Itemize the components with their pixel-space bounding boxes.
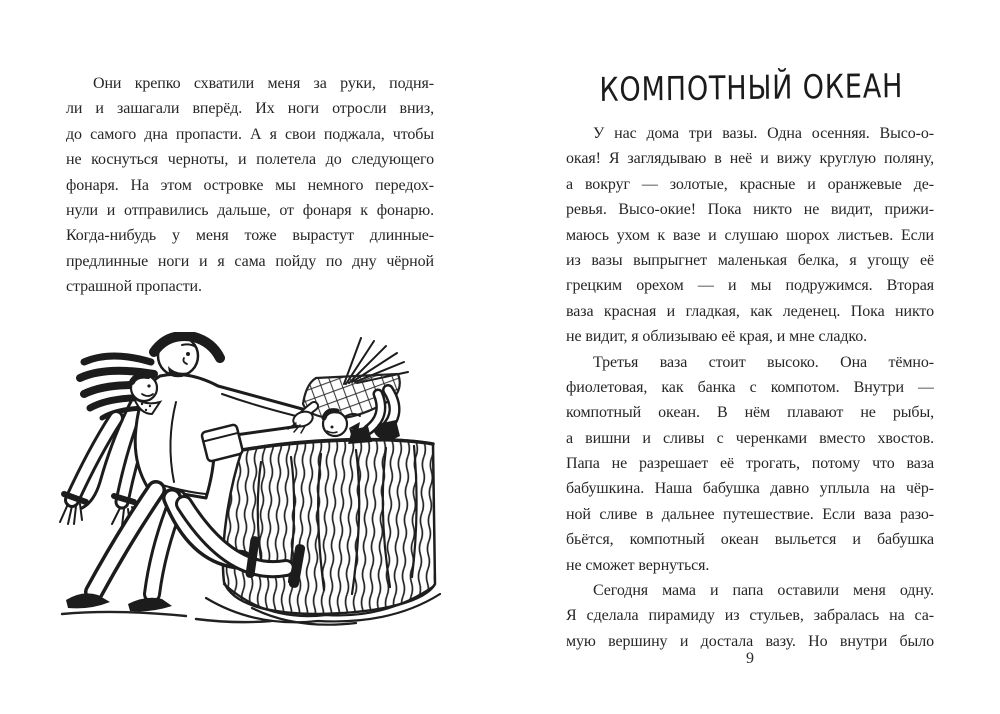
text-line: не коснуться черноты, и полетела до следующего	[66, 151, 434, 169]
text-line: страшной пропасти.	[66, 278, 202, 296]
text-line: компотный океан. В нём плавают не рыбы,	[566, 404, 934, 422]
text-line: из вазы выпрыгнет маленькая белка, я угощу её	[566, 251, 934, 269]
text-line: Папа не разрешает её трогать, потому что ваза	[566, 455, 934, 473]
text-line: ревья. Высо-окие! Пока никто не видит, прижи-	[566, 201, 934, 219]
text-line: У нас дома три вазы. Одна осенняя. Высо-о-	[593, 125, 934, 142]
text-line: Сегодня мама и папа оставили меня одну.	[593, 582, 934, 600]
text-line: Когда-нибудь у меня тоже вырастут длинные-	[66, 227, 434, 245]
chapter-title	[566, 68, 934, 107]
text-line: Они крепко схватили меня за руки, подня-	[93, 75, 434, 92]
text-line: а вокруг — золотые, красные и оранжевые де-	[566, 175, 934, 193]
page-number: 9	[746, 650, 754, 667]
paragraph	[566, 121, 934, 350]
text-line: ваза красная и гладкая, как леденец. Пока никто	[566, 302, 934, 320]
chapter-title-text: КОМПОТНЫЙ ОКЕАН	[599, 66, 904, 109]
text-line: не видит, я облизываю её края, и мне сладко.	[566, 328, 868, 346]
text-line: Я сделала пирамиду из стульев, забралась на са-	[566, 607, 934, 625]
right-page	[500, 0, 1000, 714]
text-line: а вишни и сливы с черенками вместо хвостов.	[566, 429, 934, 447]
paragraph	[566, 350, 934, 579]
text-line: бабушкина. Наша бабушка давно уплыла на чёр-	[566, 480, 934, 498]
text-line: фиолетовая, как банка с компотом. Внутри —	[566, 378, 934, 396]
right-body-text	[566, 121, 934, 654]
text-line: Третья ваза стоит высоко. Она тёмно-	[593, 353, 934, 371]
text-line: бьётся, компотный океан выльется и бабушка	[566, 531, 934, 549]
text-line: мую вершину и достала вазу. Но внутри было	[566, 632, 934, 650]
text-line: до самого дна пропасти. А я свои поджала, чтобы	[66, 125, 434, 143]
text-line: ли и зашагали вперёд. Их ноги отросли вниз,	[66, 100, 434, 118]
text-line: маюсь ухом к вазе и слушаю шорох листьев. Если	[566, 226, 934, 244]
text-line: окая! Я заглядываю в неё и вижу круглую поляну,	[566, 150, 934, 168]
illustration	[56, 332, 480, 644]
text-line: предлинные ноги и я сама пойду по дну чёрной	[66, 252, 434, 270]
text-line: не сможет вернуться.	[566, 556, 710, 574]
dark-pit-drawing	[206, 439, 440, 625]
text-line: ной сливе в дальнее путешествие. Если ваза разо-	[566, 505, 934, 523]
paragraph	[66, 71, 434, 300]
text-line: грецким орехом — и мы подружимся. Вторая	[566, 277, 934, 295]
paragraph	[566, 578, 934, 654]
text-line: нули и отправились дальше, от фонаря к фонарю.	[66, 201, 434, 219]
child-drawing	[288, 338, 408, 444]
left-body-text	[66, 71, 434, 300]
text-line: фонаря. На этом островке мы немного передох-	[66, 176, 434, 194]
